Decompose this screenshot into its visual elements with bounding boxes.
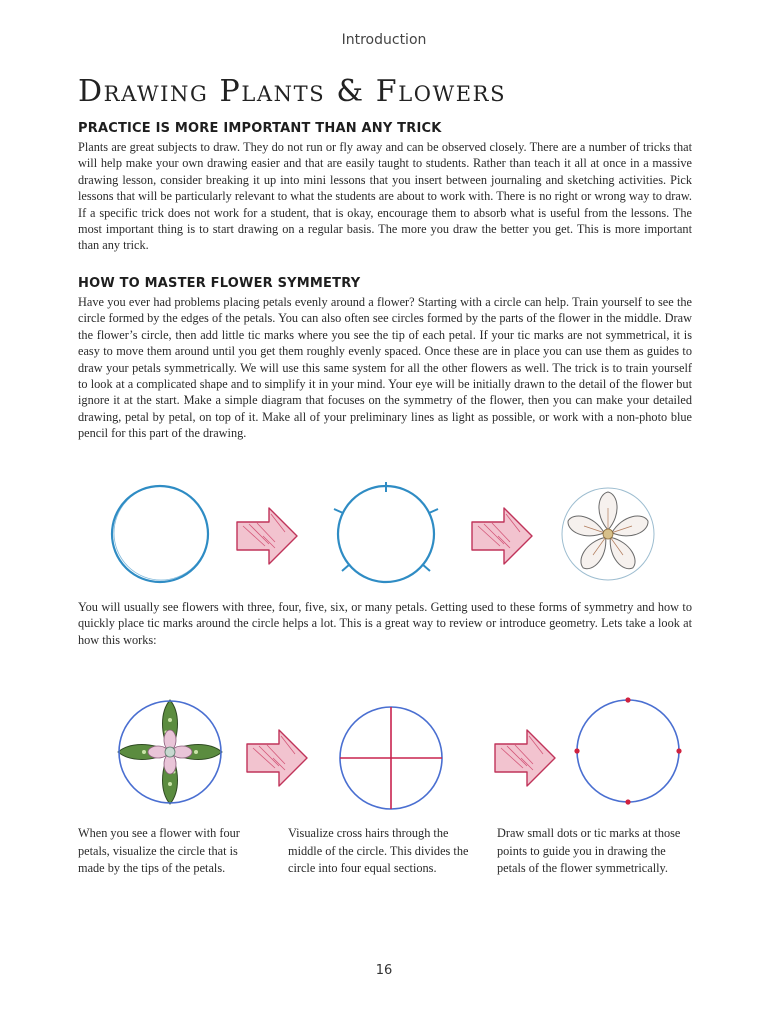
arrow-right-icon bbox=[247, 730, 307, 786]
four-petal-flower-illustration bbox=[118, 700, 222, 804]
section-heading-practice: PRACTICE IS MORE IMPORTANT THAN ANY TRICK bbox=[78, 121, 442, 136]
figure-circle-to-flower bbox=[100, 476, 700, 596]
arrow-right-icon bbox=[495, 730, 555, 786]
section-heading-symmetry: HOW TO MASTER FLOWER SYMMETRY bbox=[78, 276, 361, 291]
caption-four-petals: When you see a flower with four petals, visualize the circle that is made by the tips of the petals. bbox=[78, 826, 240, 875]
caption-cross-hairs: Visualize cross hairs through the middle of the circle. This divides the circle into four equal sections. bbox=[288, 826, 469, 875]
caption-tic-marks: Draw small dots or tic marks at those points to guide you in drawing the petals of the flower symmetrically. bbox=[497, 826, 681, 875]
crosshair-circle-diagram bbox=[340, 707, 442, 809]
symmetry-intro-paragraph: You will usually see flowers with three, four, five, six, or many petals. Getting used to these forms of symmetry and how to quickly place tic marks around the circle helps a lot. This is a great way to review or introduce geometry. Lets take a look at how this works: bbox=[78, 600, 692, 647]
section-body-practice: Plants are great subjects to draw. They do not run or fly away and can be observed closely. There are a number of tricks that will help make your own drawing easier and that are easily taught to students. Rather than teach it all at once in a massive drawing lesson, consider breaking it up into mini lessons that you insert between journaling and sketching activities. Pick lessons that will be particularly relevant to what the students are about to work with. There is no right or wrong way to draw. If a specific trick does not work for a student, that is okay, encourage them to absorb what is useful from the lessons. The most important thing is to start drawing on a regular basis. The more you draw the better you get. This is more important than any trick. bbox=[78, 140, 692, 253]
page-title: Drawing Plants & Flowers bbox=[78, 74, 507, 109]
page-number: 16 bbox=[375, 963, 393, 978]
arrow-right-icon bbox=[237, 508, 297, 564]
figure-four-petal-symmetry bbox=[100, 688, 700, 822]
dotted-circle-diagram bbox=[574, 697, 681, 804]
sketch-circle bbox=[112, 486, 208, 582]
section-body-symmetry: Have you ever had problems placing petals evenly around a flower? Starting with a circle can help. Train yourself to see the circle formed by the edges of the petals. You can also often see circles formed by the parts of the flower in the middle. Draw the flower’s circle, then add little tic marks where you see the tip of each petal. If your tic marks are not symmetrical, it is easy to move them around until you get them roughly evenly spaced. Once these are in place you can use them as guides to draw your petals symmetrically. We will use this same system for all the other flowers as well. The trick is to train yourself to look at a complicated shape and to simplify it in your mind. Your eye will be initially drawn to the detail of the flower but ignore it at the start. Make a simple diagram that focuses on the symmetry of the flower, then you can make your detailed drawing, petal by petal, on top of it. Make all of your preliminary lines as light as possible, or work with a non-photo blue pencil for this part of the drawing. bbox=[78, 295, 692, 441]
tic-mark-circle bbox=[334, 482, 438, 582]
flower-sketch-illustration bbox=[562, 488, 654, 580]
running-head: Introduction bbox=[341, 32, 427, 48]
arrow-right-icon bbox=[472, 508, 532, 564]
